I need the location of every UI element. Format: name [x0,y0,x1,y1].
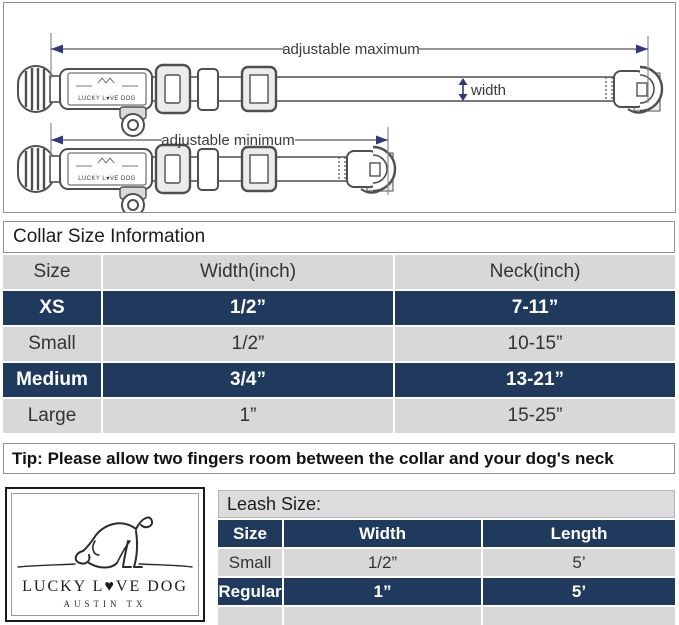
fit-tip-text: Tip: Please allow two fingers room between the collar and your dog's neck [3,443,675,474]
collar-diagram [4,3,675,212]
brand-logo-inner [11,493,199,616]
collar-plate-brand-bottom: LUCKY L♥VE DOG [78,176,136,182]
collar-row-xs [3,291,675,325]
brand-logo-box [5,487,205,622]
collar-header-neck: Neck(inch) [395,255,675,289]
leash-width-value: 1/2” [284,549,481,576]
collar-diagram-panel [3,2,676,213]
leash-row-regular [218,578,675,605]
collar-width-value: 1” [103,399,393,433]
collar-neck-value: 10-15” [395,327,675,361]
leash-size-table [218,490,675,625]
leash-header-length: Length [483,520,675,547]
collar-size-value: XS [3,291,101,325]
collar-min-illustration [18,145,395,212]
collar-row-small [3,327,675,361]
brand-location-text: AUSTIN TX [63,599,147,609]
width-label: width [471,82,507,99]
collar-table-header [3,255,675,289]
collar-size-value: Medium [3,363,101,397]
leash-size-title: Leash Size: [218,490,675,518]
leash-length-value: 5’ [483,549,675,576]
collar-width-value: 1/2” [103,327,393,361]
collar-row-large [3,399,675,433]
leash-header-size: Size [218,520,282,547]
collar-header-size: Size [3,255,101,289]
collar-neck-value: 15-25” [395,399,675,433]
adjustable-maximum-label: adjustable maximum [282,41,420,58]
collar-neck-value: 13-21” [395,363,675,397]
dog-logo-illustration [13,510,197,582]
leash-row-small [218,549,675,576]
collar-width-value: 1/2” [103,291,393,325]
leash-size-value: Small [218,549,282,576]
collar-plate-brand-top: LUCKY L♥VE DOG [78,96,136,102]
leash-width-value: 1” [284,578,481,605]
leash-header-width: Width [284,520,481,547]
collar-size-value: Large [3,399,101,433]
collar-header-width: Width(inch) [103,255,393,289]
collar-neck-value: 7-11” [395,291,675,325]
collar-size-value: Small [3,327,101,361]
collar-size-title: Collar Size Information [3,221,675,253]
leash-row-empty [218,607,675,625]
adjustable-minimum-label: adjustable minimum [161,132,295,149]
collar-width-value: 3/4” [103,363,393,397]
collar-row-medium [3,363,675,397]
leash-length-value: 5’ [483,578,675,605]
collar-size-table [3,255,675,433]
brand-name-text: LUCKY L♥VE DOG [22,578,188,595]
leash-table-header [218,520,675,547]
leash-size-value: Regular [218,578,282,605]
